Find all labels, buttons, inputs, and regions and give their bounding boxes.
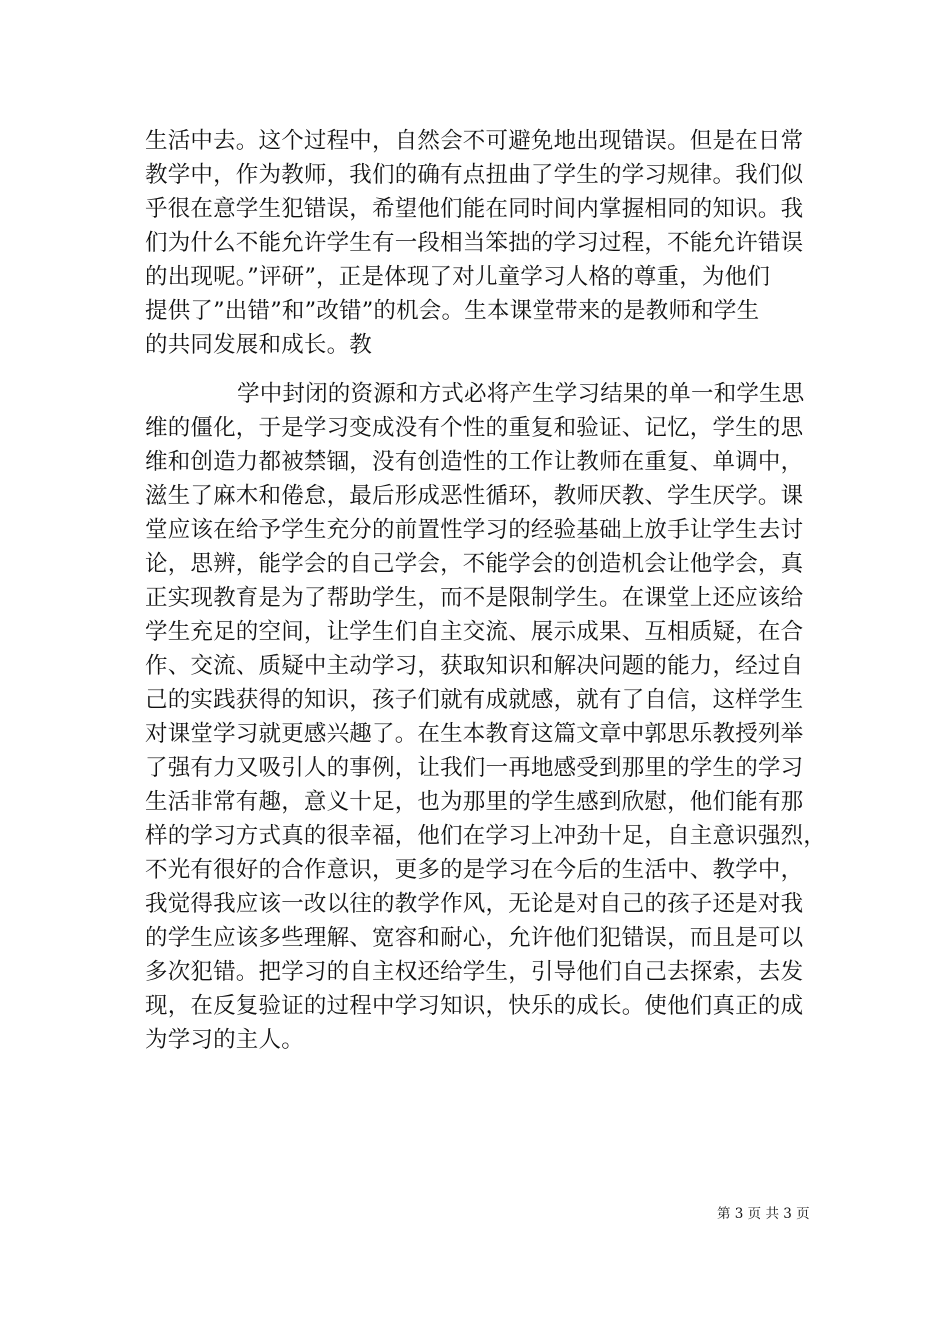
text-line: 维的僵化，于是学习变成没有个性的重复和验证、记忆，学生的思 <box>145 415 804 441</box>
text-line: 乎很在意学生犯错误，希望他们能在同时间内掌握相同的知识。我 <box>145 196 804 222</box>
text-line: 们为什么不能允许学生有一段相当笨拙的学习过程，不能允许错误 <box>145 230 804 256</box>
text-line: 维和创造力都被禁锢，没有创造性的工作让教师在重复、单调中， <box>145 449 804 475</box>
text-line: 现，在反复验证的过程中学习知识，快乐的成长。使他们真正的成 <box>145 993 804 1019</box>
text-line: 堂应该在给予学生充分的前置性学习的经验基础上放手让学生去讨 <box>145 517 804 543</box>
text-line-indented: 学中封闭的资源和方式必将产生学习结果的单一和学生思 <box>237 381 805 407</box>
text-line: 学生充足的空间，让学生们自主交流、展示成果、互相质疑，在合 <box>145 619 804 645</box>
text-line: 生活非常有趣，意义十足，也为那里的学生感到欣慰，他们能有那 <box>145 789 804 815</box>
text-line: 生活中去。这个过程中，自然会不可避免地出现错误。但是在日常 <box>145 128 804 154</box>
text-line: 提供了”出错”和”改错”的机会。生本课堂带来的是教师和学生 <box>145 298 760 324</box>
text-line: 的共同发展和成长。教 <box>145 332 373 358</box>
text-line: 多次犯错。把学习的自主权还给学生，引导他们自己去探索，去发 <box>145 959 804 985</box>
text-line: 对课堂学习就更感兴趣了。在生本教育这篇文章中郭思乐教授列举 <box>145 721 804 747</box>
text-line: 滋生了麻木和倦怠，最后形成恶性循环，教师厌教、学生厌学。课 <box>145 483 804 509</box>
text-line: 不光有很好的合作意识，更多的是学习在今后的生活中、教学中， <box>145 857 804 883</box>
text-line: 我觉得我应该一改以往的教学作风，无论是对自己的孩子还是对我 <box>145 891 804 917</box>
text-line: 了强有力又吸引人的事例，让我们一再地感受到那里的学生的学习 <box>145 755 804 781</box>
text-line: 正实现教育是为了帮助学生，而不是限制学生。在课堂上还应该给 <box>145 585 804 611</box>
text-line: 教学中，作为教师，我们的确有点扭曲了学生的学习规律。我们似 <box>145 162 804 188</box>
page-number-footer: 第 3 页 共 3 页 <box>717 1206 810 1222</box>
text-line: 的出现呢。”评研”，正是体现了对儿童学习人格的尊重，为他们 <box>145 264 771 290</box>
text-line: 论，思辨，能学会的自己学会，不能学会的创造机会让他学会，真 <box>145 551 804 577</box>
text-line: 作、交流、质疑中主动学习，获取知识和解决问题的能力，经过自 <box>145 653 804 679</box>
text-line: 为学习的主人。 <box>145 1027 304 1053</box>
text-line: 己的实践获得的知识，孩子们就有成就感，就有了自信，这样学生 <box>145 687 804 713</box>
text-line: 的学生应该多些理解、宽容和耐心，允许他们犯错误，而且是可以 <box>145 925 804 951</box>
text-line: 样的学习方式真的很幸福，他们在学习上冲劲十足，自主意识强烈， <box>145 823 827 849</box>
